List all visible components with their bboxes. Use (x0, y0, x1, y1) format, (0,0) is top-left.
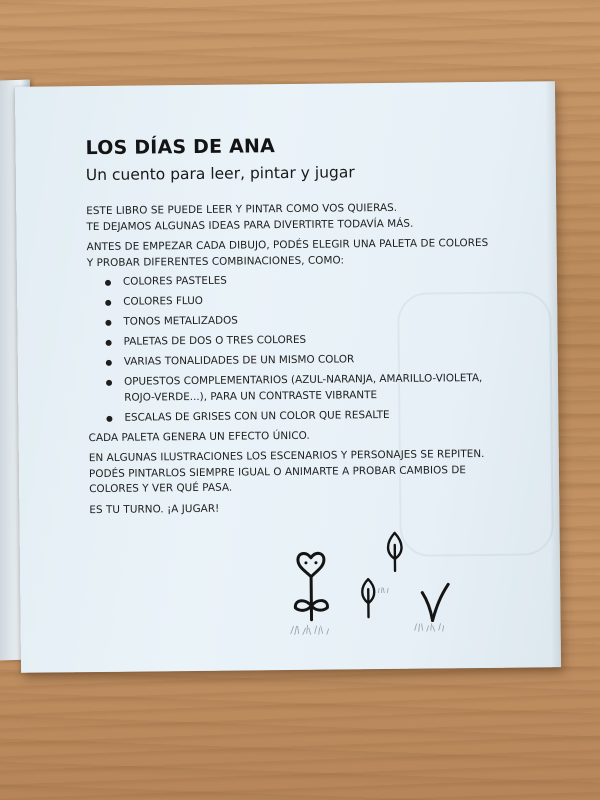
palette-label: COLORES PASTELES (122, 274, 227, 288)
palette-label: OPUESTOS COMPLEMENTARIOS (AZUL-NARANJA, AMARILLO-VIOLETA, (123, 371, 483, 388)
list-item (88, 330, 548, 350)
page-subtitle: Un cuento para leer, pintar y jugar (85, 163, 355, 185)
page-title: LOS DÍAS DE ANA (85, 135, 276, 160)
palette-label: COLORES FLUO (123, 294, 204, 308)
grass-patches (290, 586, 444, 642)
heart-flower-icon (295, 553, 328, 620)
palette-intro-line: Y PROBAR DIFERENTES COMBINACIONES, COMO: (86, 253, 345, 269)
palette-label: PALETAS DE DOS O TRES COLORES (123, 333, 307, 348)
list-item (87, 270, 547, 290)
repeat-line: EN ALGUNAS ILUSTRACIONES LOS ESCENARIOS Y PERSONAJES SE REPITEN. (88, 447, 485, 465)
palette-label: ROJO-VERDE...), PARA UN CONTRASTE VIBRANTE (124, 388, 378, 404)
list-item (88, 406, 548, 426)
palette-label: ESCALAS DE GRISES CON UN COLOR QUE RESALTE (124, 408, 390, 424)
palette-label: TONOS METALIZADOS (123, 314, 238, 328)
page-content (85, 131, 549, 518)
effect-paragraph: CADA PALETA GENERA UN EFECTO ÚNICO. (88, 429, 310, 444)
palette-intro-line: ANTES DE EMPEZAR CADA DIBUJO, PODÉS ELEGIR UNA PALETA DE COLORES (86, 236, 489, 254)
list-item (88, 350, 548, 370)
list-item (87, 290, 547, 310)
book-page (15, 81, 561, 673)
closing-paragraph: ES TU TURNO. ¡A JUGAR! (89, 502, 220, 516)
list-item (87, 310, 547, 330)
palette-label: VARIAS TONALIDADES DE UN MISMO COLOR (123, 353, 355, 368)
repeat-paragraph (89, 446, 549, 497)
plants-illustration (282, 520, 483, 642)
small-leaf-icon (362, 579, 374, 617)
repeat-line: PODÉS PINTARLOS SIEMPRE IGUAL O ANIMARTE A PROBAR CAMBIOS DE (88, 463, 467, 480)
grass-blade-icon (422, 584, 448, 620)
intro-line: ESTE LIBRO SE PUEDE LEER Y PINTAR COMO VOS QUIERAS. (86, 201, 398, 218)
intro-paragraph (86, 199, 546, 235)
intro-line: TE DEJAMOS ALGUNAS IDEAS PARA DIVERTIRTE TODAVÍA MÁS. (86, 217, 414, 233)
list-item (88, 370, 548, 406)
leaf-sprout-icon (388, 533, 402, 571)
palette-intro-paragraph (87, 235, 547, 271)
repeat-line: COLORES Y VER QUÉ PASA. (89, 481, 233, 496)
palette-list (87, 270, 549, 426)
